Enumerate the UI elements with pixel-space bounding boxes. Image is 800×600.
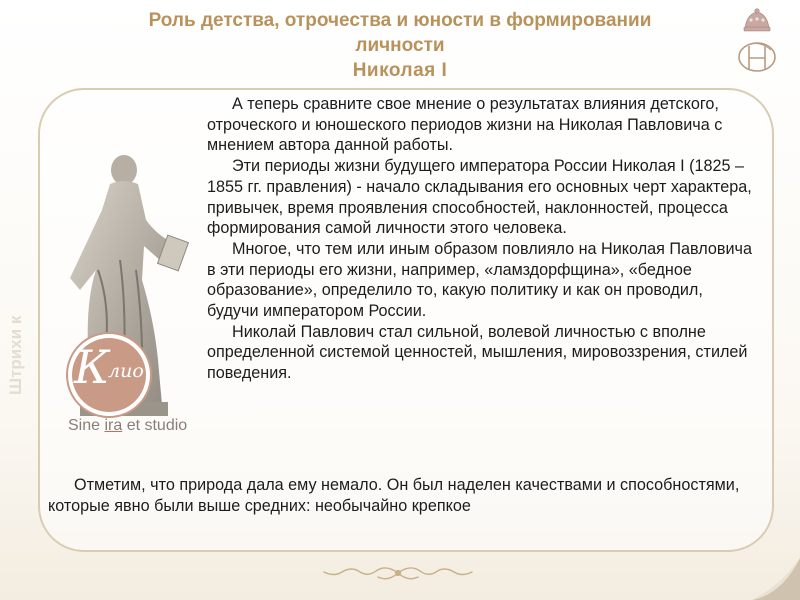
klio-logo bbox=[64, 330, 154, 420]
title-line-3: Николая I bbox=[352, 60, 448, 81]
logo-subtext: лио bbox=[108, 360, 144, 382]
side-label: Штрихи к bbox=[6, 315, 25, 395]
ornament-flourish-icon bbox=[318, 562, 478, 584]
motto-underlined: ira bbox=[104, 417, 123, 434]
logo-letter: К bbox=[74, 340, 110, 394]
paragraph: Многое, что тем или иным образом повлияло на Николая Павловича в эти периоды его жизни, например, «ламздорфщина», «бедное образование», определило то, какую политику и как он проводил, будучи императором России. bbox=[207, 239, 752, 321]
page-curl-icon bbox=[752, 558, 800, 600]
paragraph: Эти периоды жизни будущего императора России Николая I (1825 – 1855 гг. правления) - начало складывания его основных черт характера, привычек, время проявления способностей, наклонностей, процесса формирования самой личности этого человека. bbox=[207, 157, 752, 238]
bottom-text bbox=[48, 475, 760, 516]
crown-monogram-icon bbox=[735, 8, 779, 78]
motto-start: Sine bbox=[68, 417, 105, 434]
paragraph: Николай Павлович стал сильной, волевой личностью с вполне определенной системой ценностей, мышления, мировоззрения, стилей поведения. bbox=[207, 322, 748, 383]
main-text bbox=[207, 94, 755, 384]
title-line-2: личности bbox=[355, 35, 445, 56]
paragraph: А теперь сравните свое мнение о результатах влияния детского, отроческого и юношеского периодов жизни на Николая Павловича с мнением автора данной работы. bbox=[207, 95, 723, 155]
logo-motto bbox=[68, 417, 187, 435]
motto-end: et studio bbox=[122, 417, 188, 434]
title-line-1: Роль детства, отрочества и юности в формировании bbox=[148, 10, 652, 31]
paragraph: Отметим, что природа дала ему немало. Он был наделен качествами и способностями, которые явно были выше средних: необычайно крепкое bbox=[48, 476, 740, 515]
slide-title bbox=[80, 8, 720, 83]
